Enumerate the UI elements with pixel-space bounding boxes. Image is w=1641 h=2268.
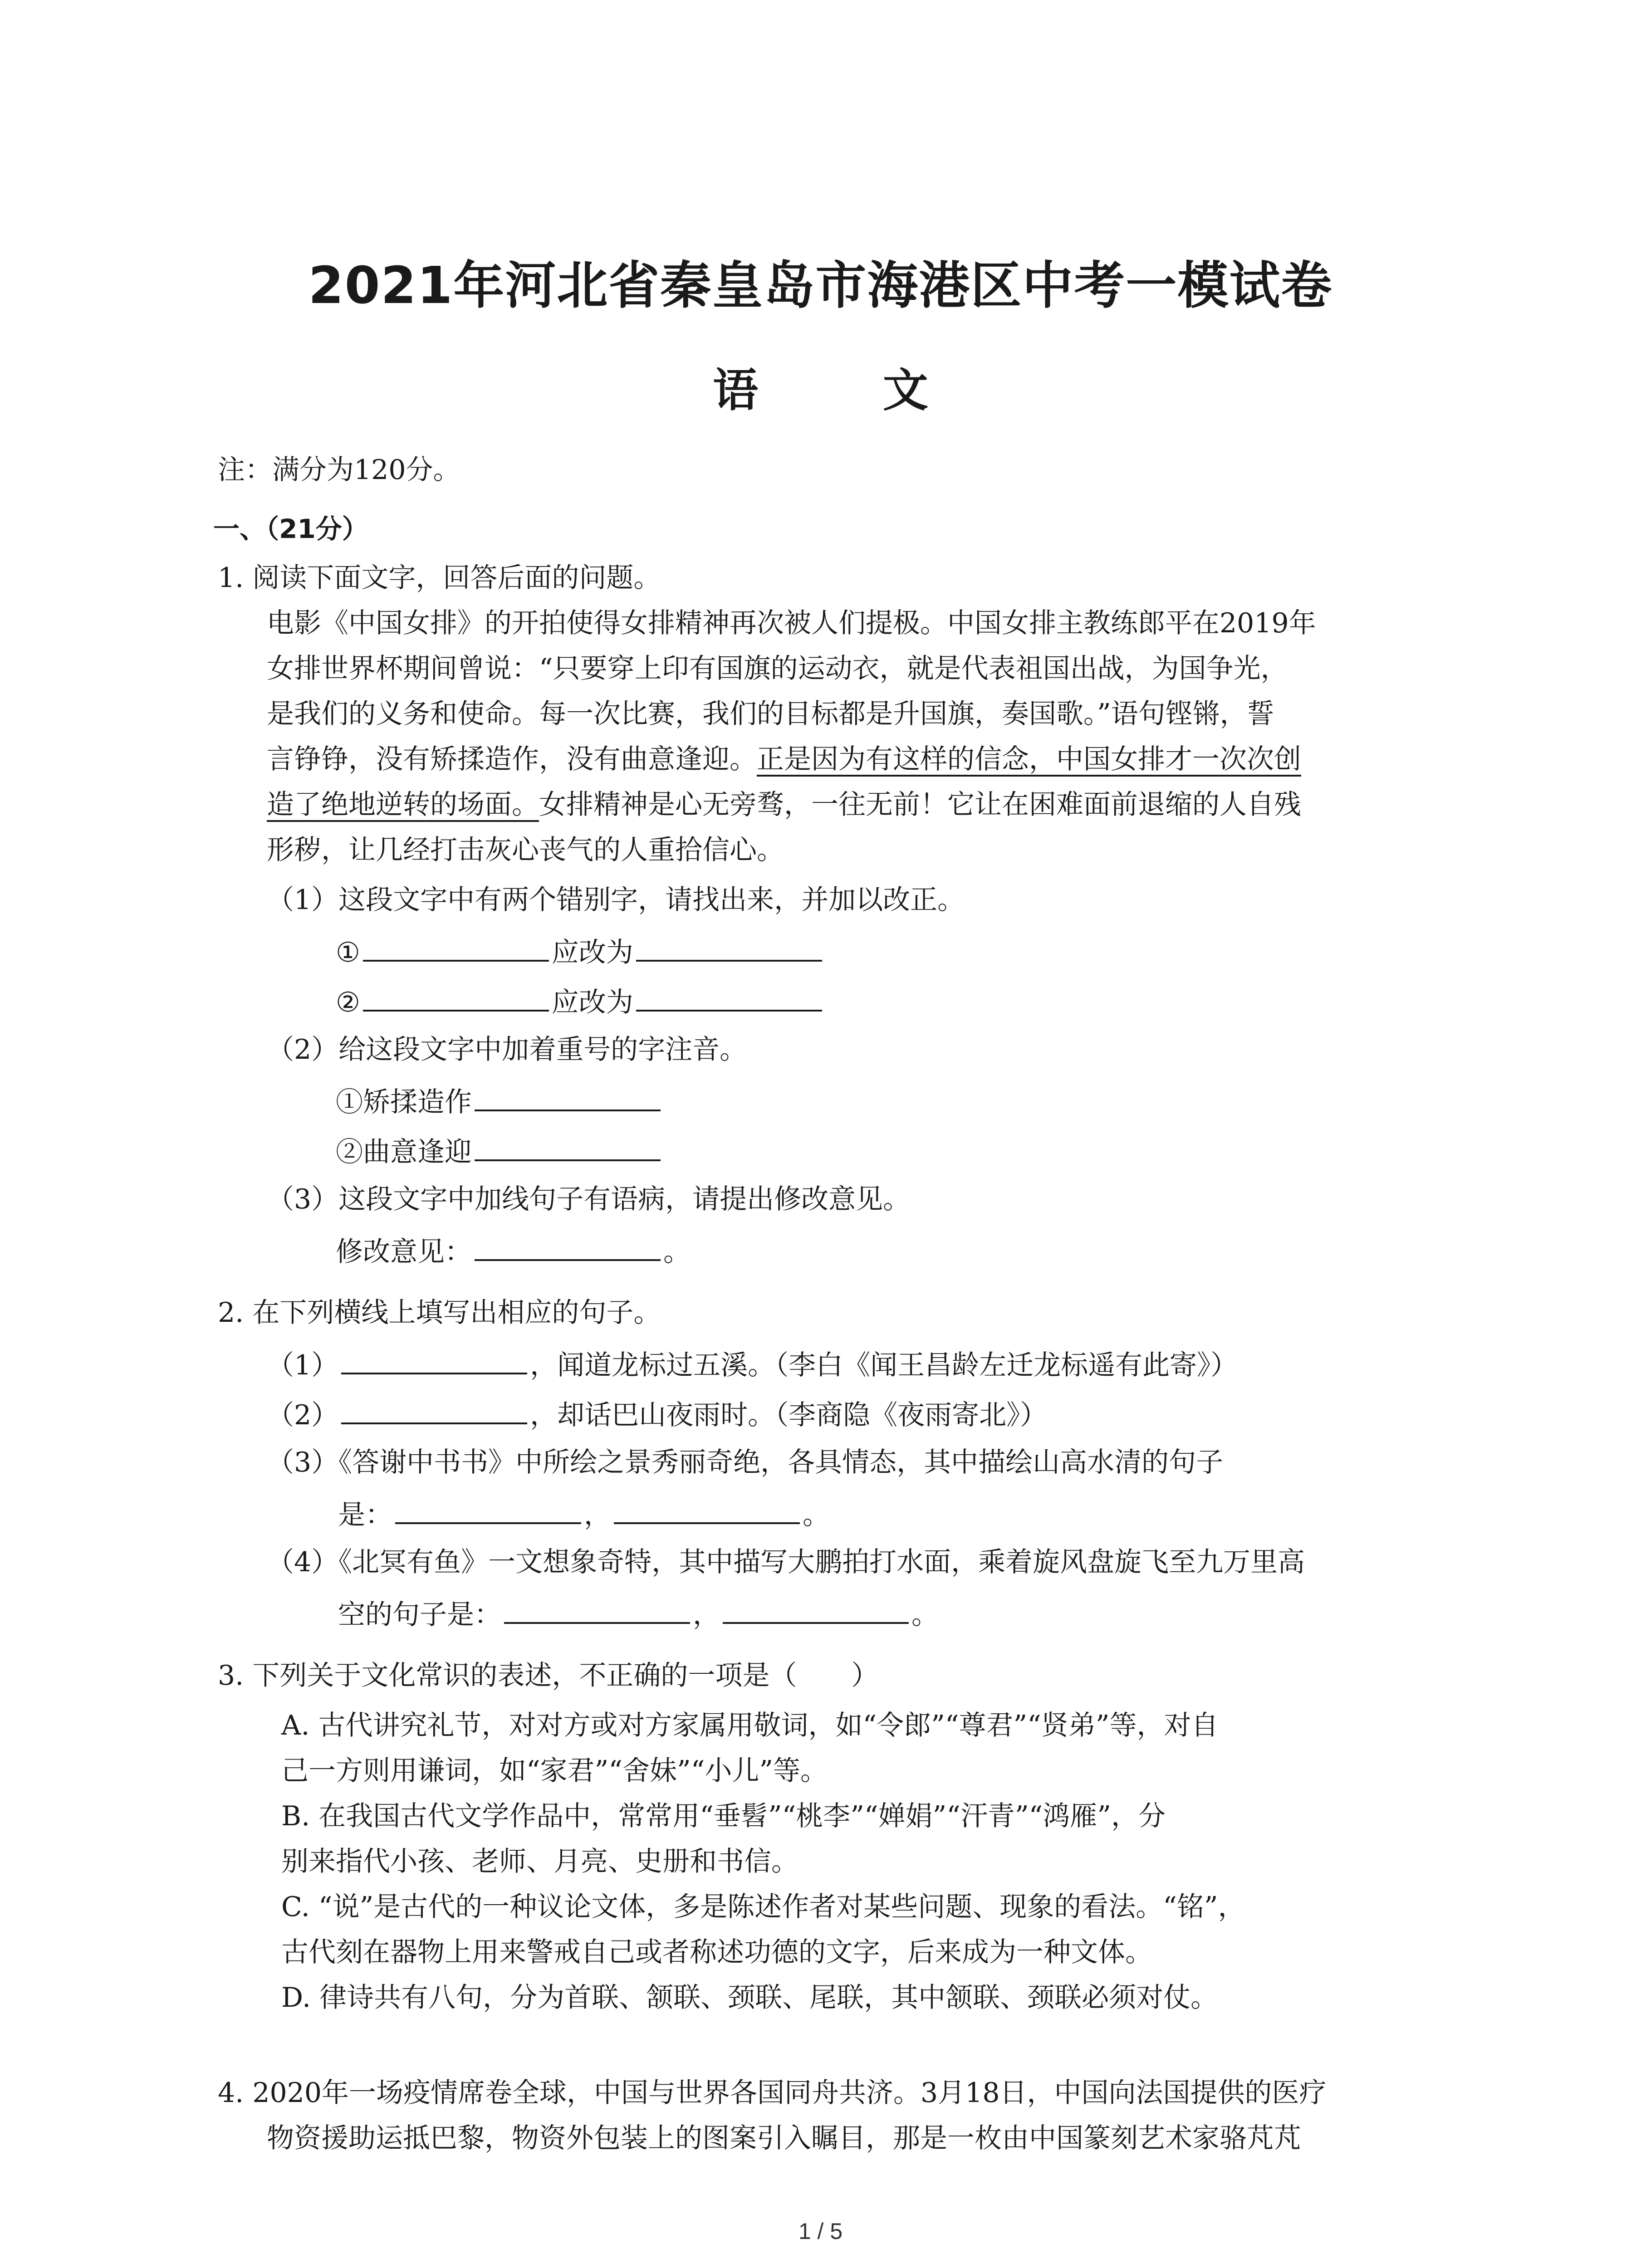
q1-sub1: （1）这段文字中有两个错别字，请找出来，并加以改正。 <box>267 884 965 916</box>
answer-blank[interactable] <box>363 934 549 962</box>
item-number: ① <box>336 937 360 968</box>
section-heading: 一、（21分） <box>213 513 368 544</box>
q3-option-a: A. 古代讲究礼节，对对方或对方家属用敬词，如“令郎”“尊君”“贤弟”等，对自 <box>281 1710 1219 1741</box>
q1-passage-line: 女排世界杯期间曾说：“只要穿上印有国旗的运动衣，就是代表祖国出战，为国争光， <box>267 653 1288 684</box>
passage-text: 言铮铮，没有矫揉造作，没有曲意逢迎。 <box>267 743 757 775</box>
punctuation: 。 <box>663 1236 691 1268</box>
q1-sub3-answer <box>336 1233 691 1268</box>
q1-sub1-item <box>336 934 825 969</box>
punctuation: ， <box>693 1599 720 1631</box>
answer-blank[interactable] <box>636 983 822 1012</box>
q2-item: （4）《北冥有鱼》一文想象奇特，其中描写大鹏拍打水面，乘着旋风盘旋飞至九万里高 <box>267 1546 1305 1578</box>
q1-passage-line: 是我们的义务和使命。每一次比赛，我们的目标都是升国旗，奏国歌。”语句铿锵，誓 <box>267 698 1274 730</box>
q1-sub2-item <box>336 1133 663 1168</box>
q1-passage-line: 电影《中国女排》的开拍使得女排精神再次被人们提极。中国女排主教练郎平在2019年 <box>267 607 1316 639</box>
exam-title: 2021年河北省秦皇岛市海港区中考一模试卷 <box>308 256 1333 315</box>
answer-blank[interactable] <box>723 1596 909 1624</box>
revision-label: 修改意见： <box>336 1236 472 1268</box>
passage-text: 女排精神是心无旁骛，一往无前！它让在困难面前退缩的人自残 <box>539 789 1301 821</box>
answer-blank[interactable] <box>363 983 549 1012</box>
score-note: 注：满分为120分。 <box>218 454 460 486</box>
answer-blank[interactable] <box>341 1396 527 1424</box>
answer-blank[interactable] <box>475 1233 661 1261</box>
q3-option-a-cont: 己一方则用谦词，如“家君”“舍妹”“小儿”等。 <box>281 1755 828 1787</box>
page-number: 1 / 5 <box>798 2219 843 2244</box>
answer-blank[interactable] <box>504 1596 690 1624</box>
q3-option-c-cont: 古代刻在器物上用来警戒自己或者称述功德的文字，后来成为一种文体。 <box>281 1936 1152 1968</box>
item-text: ，闻道龙标过五溪。（李白《闻王昌龄左迁龙标遥有此寄》） <box>530 1349 1238 1381</box>
answer-blank[interactable] <box>614 1496 800 1524</box>
punctuation: 。 <box>911 1599 939 1631</box>
punctuation: ， <box>584 1499 611 1531</box>
punctuation: 。 <box>803 1499 830 1531</box>
item-number: （1） <box>267 1349 339 1381</box>
q2-item-cont <box>338 1496 830 1531</box>
item-text: ①矫揉造作 <box>336 1086 472 1118</box>
q1-passage-line <box>267 788 1301 821</box>
answer-blank[interactable] <box>475 1083 661 1111</box>
q2-stem: 2. 在下列横线上填写出相应的句子。 <box>218 1297 661 1329</box>
q3-option-b: B. 在我国古代文学作品中，常常用“垂髫”“桃李”“婵娟”“汗青”“鸿雁”，分 <box>281 1800 1166 1832</box>
answer-blank[interactable] <box>475 1133 661 1161</box>
item-text: 空的句子是： <box>338 1599 501 1631</box>
item-number: （2） <box>267 1399 339 1431</box>
q2-item <box>267 1346 1238 1382</box>
q3-option-b-cont: 别来指代小孩、老师、月亮、史册和书信。 <box>281 1846 798 1877</box>
should-be-label: 应改为 <box>551 987 633 1018</box>
answer-blank[interactable] <box>341 1346 527 1374</box>
q1-stem: 1. 阅读下面文字，回答后面的问题。 <box>218 562 661 594</box>
q3-stem: 3. 下列关于文化常识的表述，不正确的一项是（ ） <box>218 1660 879 1691</box>
answer-blank[interactable] <box>636 934 822 962</box>
item-text: ，却话巴山夜雨时。（李商隐《夜雨寄北》） <box>530 1399 1048 1431</box>
q1-passage-line: 形秽，让几经打击灰心丧气的人重拾信心。 <box>267 834 784 866</box>
q2-item-cont <box>338 1596 939 1631</box>
q1-passage-line <box>267 743 1301 776</box>
answer-blank[interactable] <box>395 1496 581 1524</box>
q1-sub2: （2）给这段文字中加着重号的字注音。 <box>267 1034 747 1066</box>
underlined-sentence: 造了绝地逆转的场面。 <box>267 789 539 821</box>
item-number: ② <box>336 987 360 1018</box>
q2-item <box>267 1396 1047 1432</box>
q3-option-c: C. “说”是古代的一种议论文体，多是陈述作者对某些问题、现象的看法。“铭”， <box>281 1891 1245 1923</box>
should-be-label: 应改为 <box>551 937 633 968</box>
q1-sub2-item <box>336 1083 663 1119</box>
q3-option-d: D. 律诗共有八句，分为首联、颔联、颈联、尾联，其中颔联、颈联必须对仗。 <box>281 1982 1218 2014</box>
item-text: 是： <box>338 1499 392 1531</box>
q4-stem: 4. 2020年一场疫情席卷全球，中国与世界各国同舟共济。3月18日，中国向法国提供的医疗 <box>218 2077 1327 2109</box>
item-text: ②曲意逢迎 <box>336 1136 472 1168</box>
underlined-sentence: 正是因为有这样的信念，中国女排才一次次创 <box>757 743 1301 775</box>
q1-sub1-item <box>336 983 825 1019</box>
q4-stem-cont: 物资援助运抵巴黎，物资外包装上的图案引入瞩目，那是一枚由中国篆刻艺术家骆芃芃 <box>267 2122 1301 2154</box>
q2-item: （3）《答谢中书书》中所绘之景秀丽奇绝，各具情态，其中描绘山高水清的句子 <box>267 1447 1224 1478</box>
q1-sub3: （3）这段文字中加线句子有语病，请提出修改意见。 <box>267 1183 911 1215</box>
subject-title: 语 文 <box>713 364 983 417</box>
